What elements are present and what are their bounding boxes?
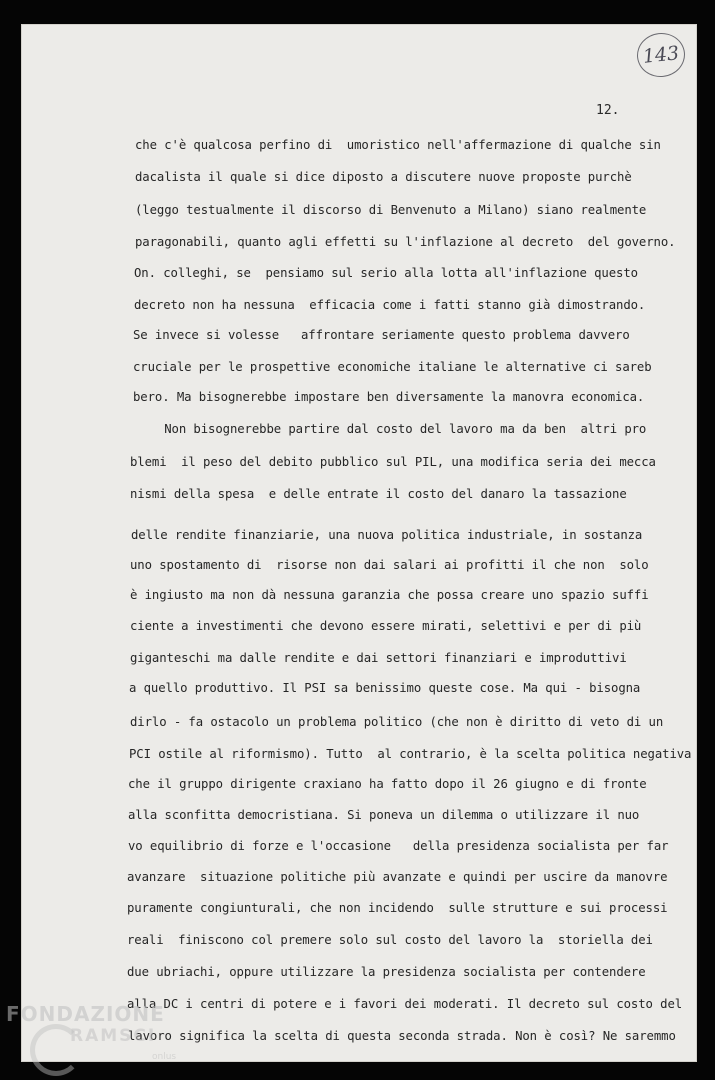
archive-number-stamp: 143: [635, 31, 687, 80]
text-line: reali finiscono col premere solo sul costo del lavoro la storiella dei: [127, 933, 653, 947]
text-line: alla DC i centri di potere e i favori dei moderati. Il decreto sul costo del: [127, 997, 683, 1011]
text-line: due ubriachi, oppure utilizzare la presidenza socialista per contendere: [127, 965, 646, 979]
text-line: delle rendite finanziarie, una nuova politica industriale, in sostanza: [131, 528, 643, 542]
fondazione-gramsci-watermark: [6, 998, 186, 1080]
text-line: blemi il peso del debito pubblico sul PIL, una modifica seria dei mecca: [130, 455, 656, 469]
text-line: dirlo - fa ostacolo un problema politico (che non è diritto di veto di un: [130, 715, 664, 729]
text-line: è ingiusto ma non dà nessuna garanzia che possa creare uno spazio suffi: [130, 588, 649, 602]
text-line: vo equilibrio di forze e l'occasione della presidenza socialista per far: [128, 839, 669, 853]
text-line: decreto non ha nessuna efficacia come i fatti stanno già dimostrando.: [134, 298, 646, 312]
text-line: che il gruppo dirigente craxiano ha fatto dopo il 26 giugno e di fronte: [128, 777, 647, 791]
text-line: lavoro significa la scelta di questa seconda strada. Non è così? Ne saremmo: [128, 1029, 676, 1043]
text-line: ciente a investimenti che devono essere mirati, selettivi e per di più: [130, 619, 642, 633]
watermark-subtitle: RAMSCI: [70, 1026, 157, 1046]
page-number: 12.: [596, 103, 620, 118]
text-line: paragonabili, quanto agli effetti su l'inflazione al decreto del governo.: [135, 235, 676, 249]
text-line: Non bisognerebbe partire dal costo del lavoro ma da ben altri pro: [135, 422, 647, 436]
text-line: bero. Ma bisognerebbe impostare ben diversamente la manovra economica.: [133, 390, 645, 404]
text-line: che c'è qualcosa perfino di umoristico nell'affermazione di qualche sin: [135, 138, 661, 152]
text-line: giganteschi ma dalle rendite e dai settori finanziari e improduttivi: [130, 651, 627, 665]
text-line: avanzare situazione politiche più avanzate e quindi per uscire da manovre: [127, 870, 668, 884]
text-line: PCI ostile al riformismo). Tutto al contrario, è la scelta politica negativa: [129, 747, 692, 761]
text-line: (leggo testualmente il discorso di Benvenuto a Milano) siano realmente: [135, 203, 647, 217]
text-line: nismi della spesa e delle entrate il costo del danaro la tassazione: [130, 487, 627, 501]
text-line: Se invece si volesse affrontare seriamente questo problema davvero: [133, 328, 630, 342]
text-line: cruciale per le prospettive economiche italiane le alternative ci sareb: [133, 360, 652, 374]
text-line: uno spostamento di risorse non dai salari ai profitti il che non solo: [130, 558, 649, 572]
text-line: On. colleghi, se pensiamo sul serio alla lotta all'inflazione questo: [134, 266, 638, 280]
text-line: alla sconfitta democristiana. Si poneva un dilemma o utilizzare il nuo: [128, 808, 640, 822]
watermark-small: onlus: [152, 1052, 177, 1062]
watermark-title: FONDAZIONE: [6, 1002, 165, 1026]
text-line: dacalista il quale si dice diposto a discutere nuove proposte purchè: [135, 170, 632, 184]
text-line: a quello produttivo. Il PSI sa benissimo queste cose. Ma qui - bisogna: [129, 681, 641, 695]
text-line: puramente congiunturali, che non incidendo sulle strutture e sui processi: [127, 901, 668, 915]
